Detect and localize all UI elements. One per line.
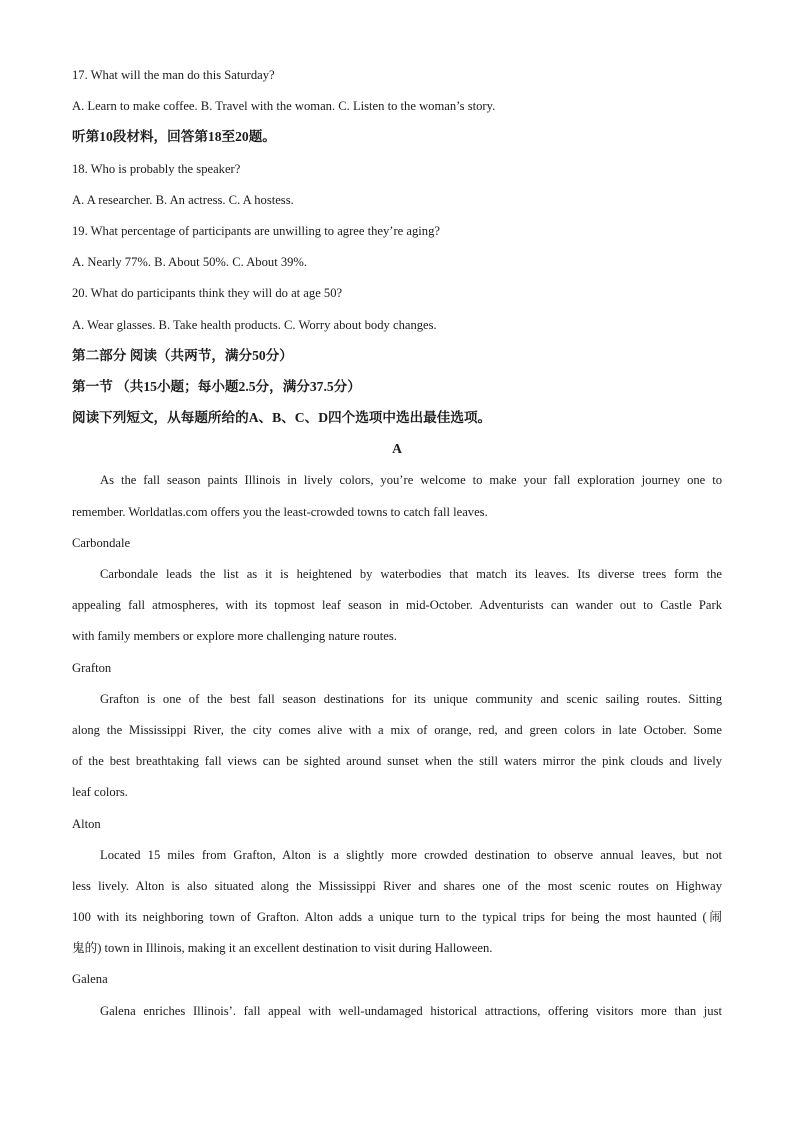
passage-label: A bbox=[392, 441, 402, 457]
document-page bbox=[72, 66, 722, 1033]
paragraph-carbondale-line-3: with family members or explore more challenging nature routes. bbox=[72, 629, 397, 644]
subheading-grafton: Grafton bbox=[72, 660, 112, 675]
question-18: 18. Who is probably the speaker? bbox=[72, 161, 241, 176]
paragraph-alton-line-1: Located 15 miles from Grafton, Alton is a slightly more crowded destination to observe annual leaves, but not bbox=[100, 847, 722, 862]
paragraph-carbondale-line-1: Carbondale leads the list as it is heightened by waterbodies that match its leaves. Its diverse trees form the bbox=[100, 567, 722, 581]
subheading-carbondale: Carbondale bbox=[72, 535, 131, 550]
paragraph-galena-line-1: Galena enriches Illinois’. fall appeal with well-undamaged historical attractions, offering visitors more than just bbox=[100, 1003, 722, 1018]
question-20: 20. What do participants think they will do at age 50? bbox=[72, 286, 343, 301]
question-19: 19. What percentage of participants are unwilling to agree they’re aging? bbox=[72, 223, 440, 238]
question-19-options: A. Nearly 77%. B. About 50%. C. About 39%. bbox=[72, 255, 308, 270]
paragraph-grafton-line-3: of the best breathtaking fall views can be sighted around sunset when the still waters mirror the pink clouds and lively bbox=[72, 754, 722, 769]
section-one-heading: 第一节 （共15小题；每小题2.5分，满分37.5分） bbox=[72, 378, 361, 394]
subheading-alton: Alton bbox=[72, 816, 101, 831]
paragraph-grafton-line-4: leaf colors. bbox=[72, 785, 128, 800]
subheading-galena: Galena bbox=[72, 972, 108, 987]
question-18-options: A. A researcher. B. An actress. C. A hostess. bbox=[72, 192, 294, 207]
paragraph-alton-line-2: less lively. Alton is also situated along the Mississippi River and shares one of the most scenic routes on Highway bbox=[72, 878, 722, 893]
paragraph-carbondale-line-2: appealing fall atmospheres, with its topmost leaf season in mid-October. Adventurists can wander out to Castle Park bbox=[72, 598, 722, 613]
paragraph-grafton-line-1: Grafton is one of the best fall season destinations for its unique community and scenic sailing routes. Sitting bbox=[100, 691, 722, 706]
paragraph-alton-line-4: 鬼的) town in Illinois, making it an excellent destination to visit during Halloween. bbox=[72, 941, 493, 956]
reading-instruction: 阅读下列短文，从每题所给的A、B、C、D四个选项中选出最佳选项。 bbox=[72, 410, 492, 426]
question-20-options: A. Wear glasses. B. Take health products. C. Worry about body changes. bbox=[72, 317, 437, 332]
section-instruction-10: 听第10段材料，回答第18至20题。 bbox=[72, 129, 276, 145]
paragraph-alton-line-3: 100 with its neighboring town of Grafton. Alton adds a unique turn to the typical trips for being the most haunted (闹 bbox=[72, 910, 722, 925]
paragraph-intro-line-2: remember. Worldatlas.com offers you the least-crowded towns to catch fall leaves. bbox=[72, 504, 488, 519]
paragraph-intro-line-1: As the fall season paints Illinois in lively colors, you’re welcome to make your fall exploration journey one to bbox=[100, 473, 722, 488]
question-17: 17. What will the man do this Saturday? bbox=[72, 68, 275, 82]
part-two-heading: 第二部分 阅读（共两节，满分50分） bbox=[72, 347, 293, 363]
paragraph-grafton-line-2: along the Mississippi River, the city comes alive with a mix of orange, red, and green colors in late October. Some bbox=[72, 722, 722, 737]
question-17-options: A. Learn to make coffee. B. Travel with the woman. C. Listen to the woman’s story. bbox=[72, 99, 496, 114]
